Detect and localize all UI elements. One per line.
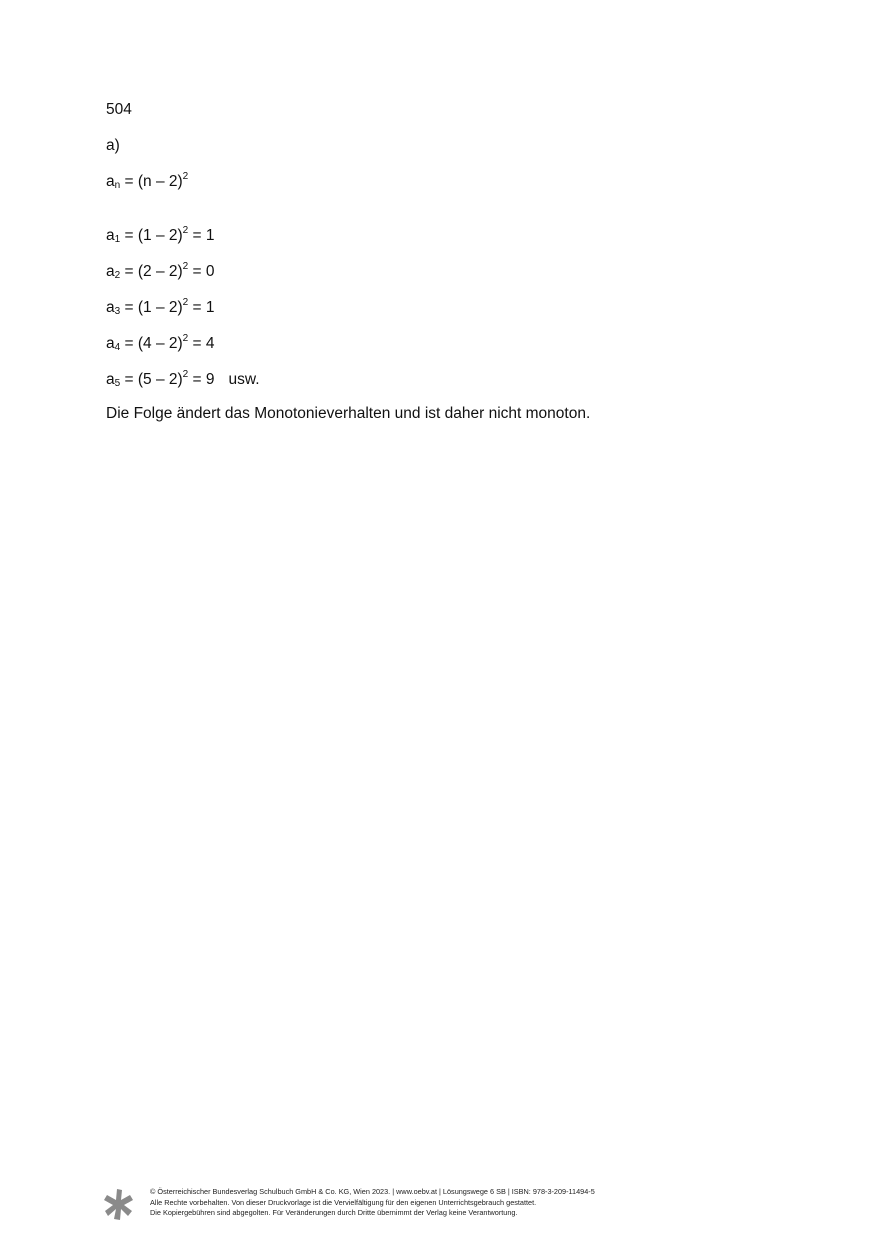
term-index: 5 <box>114 378 121 389</box>
sequence-term-4 <box>106 334 806 354</box>
term-base: a <box>106 371 115 388</box>
term-exponent: 2 <box>182 369 189 380</box>
term-result: = 1 <box>188 227 215 244</box>
formula-subscript: n <box>114 180 121 191</box>
term-base: a <box>106 227 115 244</box>
general-formula <box>106 172 806 192</box>
oebv-asterisk-logo-icon <box>104 1189 134 1221</box>
footer-copyright: © Österreichischer Bundesverlag Schulbuch GmbH & Co. KG, Wien 2023. | www.oebv.at | Lösungswege 6 SB | ISBN: 978-3-209-11494-5 <box>150 1187 595 1196</box>
term-exponent: 2 <box>182 333 189 344</box>
footer-rights: Alle Rechte vorbehalten. Von dieser Druckvorlage ist die Vervielfältigung für den eigenen Unterrichtsgebrauch gestattet. <box>150 1197 537 1207</box>
conclusion-text: Die Folge ändert das Monotonieverhalten und ist daher nicht monoton. <box>106 405 591 422</box>
term-expression: = (1 – 2) <box>120 299 183 316</box>
term-expression: = (5 – 2) <box>120 371 183 388</box>
formula-exponent: 2 <box>182 171 189 182</box>
term-base: a <box>106 299 115 316</box>
term-expression: = (4 – 2) <box>120 335 183 352</box>
term-index: 3 <box>114 306 121 317</box>
formula-rhs: = (n – 2) <box>120 173 183 190</box>
exercise-number: 504 <box>106 101 132 118</box>
sequence-term-3 <box>106 298 806 318</box>
term-result: = 9 <box>188 371 215 388</box>
sequence-term-2 <box>106 262 806 282</box>
term-exponent: 2 <box>182 225 189 236</box>
term-result: = 1 <box>188 299 215 316</box>
term-exponent: 2 <box>182 297 189 308</box>
formula-base: a <box>106 173 115 190</box>
term-expression: = (2 – 2) <box>120 263 183 280</box>
part-label: a) <box>106 137 120 154</box>
footer-disclaimer: Die Kopiergebühren sind abgegolten. Für Veränderungen durch Dritte übernimmt der Verlag keine Verantwortung. <box>150 1208 518 1217</box>
term-index: 4 <box>114 342 121 353</box>
solution-content <box>106 100 806 424</box>
term-suffix: usw. <box>228 371 260 388</box>
sequence-term-1 <box>106 226 806 246</box>
sequence-term-5 <box>106 370 806 390</box>
page-footer <box>104 1187 804 1227</box>
term-result: = 0 <box>188 263 215 280</box>
term-base: a <box>106 263 115 280</box>
term-result: = 4 <box>188 335 215 352</box>
footer-text <box>150 1187 595 1219</box>
term-exponent: 2 <box>182 261 189 272</box>
term-index: 2 <box>114 270 121 281</box>
term-index: 1 <box>114 234 121 245</box>
term-base: a <box>106 335 115 352</box>
term-expression: = (1 – 2) <box>120 227 183 244</box>
